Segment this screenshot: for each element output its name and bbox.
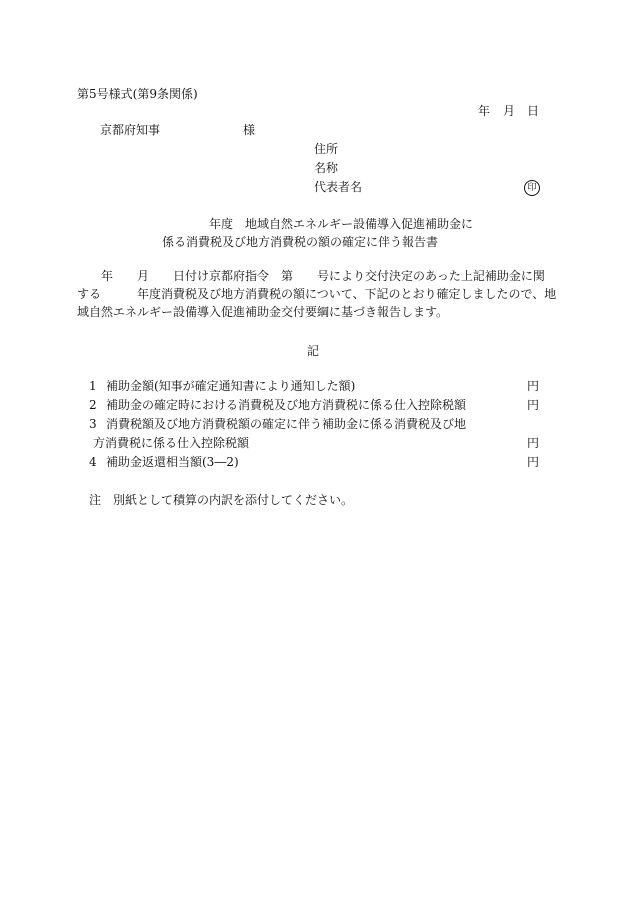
- note-text: 別紙として積算の内訳を添付してください。: [113, 493, 354, 507]
- seal-mark-icon: 印: [524, 180, 540, 196]
- item-4-label: 補助金返還相当額(3―2): [106, 455, 239, 469]
- address-label: 住所: [314, 142, 339, 156]
- item-3-label: 消費税額及び地方消費税額の確定に伴う補助金に係る消費税及び地: [106, 417, 467, 431]
- item-2-label: 補助金の確定時における消費税及び地方消費税に係る仕入控除税額: [106, 398, 467, 412]
- item-4-unit: 円: [527, 455, 540, 469]
- addressee-name: 京都府知事: [100, 123, 161, 137]
- date-month: 月: [503, 104, 516, 118]
- item-3-label-continued: 方消費税に係る仕入控除税額: [93, 436, 250, 450]
- date-year: 年: [478, 104, 491, 118]
- item-1-unit: 円: [527, 379, 540, 393]
- item-1-label: 補助金額(知事が確定通知書により通知した額): [106, 379, 356, 393]
- addressee-honorific: 様: [243, 123, 256, 137]
- title-line-2: 係る消費税及び地方消費税の額の確定に伴う報告書: [162, 235, 439, 249]
- item-2-unit: 円: [527, 398, 540, 412]
- item-2-number: 2: [89, 398, 97, 412]
- item-4-number: 4: [89, 455, 97, 469]
- item-1-number: 1: [89, 379, 97, 393]
- ki-heading: 記: [307, 344, 320, 358]
- item-3-unit: 円: [527, 436, 540, 450]
- name-label: 名称: [314, 161, 339, 175]
- body-line-1: 年 月 日付け京都府指令 第 号により交付決定のあった上記補助金に関: [77, 269, 545, 283]
- representative-label: 代表者名: [314, 180, 363, 194]
- title-line-1: 年度 地域自然エネルギー設備導入促進補助金に: [209, 217, 474, 231]
- date-day: 日: [527, 104, 540, 118]
- item-3-number: 3: [89, 417, 97, 431]
- body-line-2: する 年度消費税及び地方消費税の額について、下記のとおり確定しましたので、地: [77, 287, 557, 301]
- note-prefix: 注: [89, 493, 102, 507]
- body-line-3: 域自然エネルギー設備導入促進補助金交付要綱に基づき報告します。: [77, 305, 449, 319]
- form-label: 第5号様式(第9条関係): [77, 87, 198, 101]
